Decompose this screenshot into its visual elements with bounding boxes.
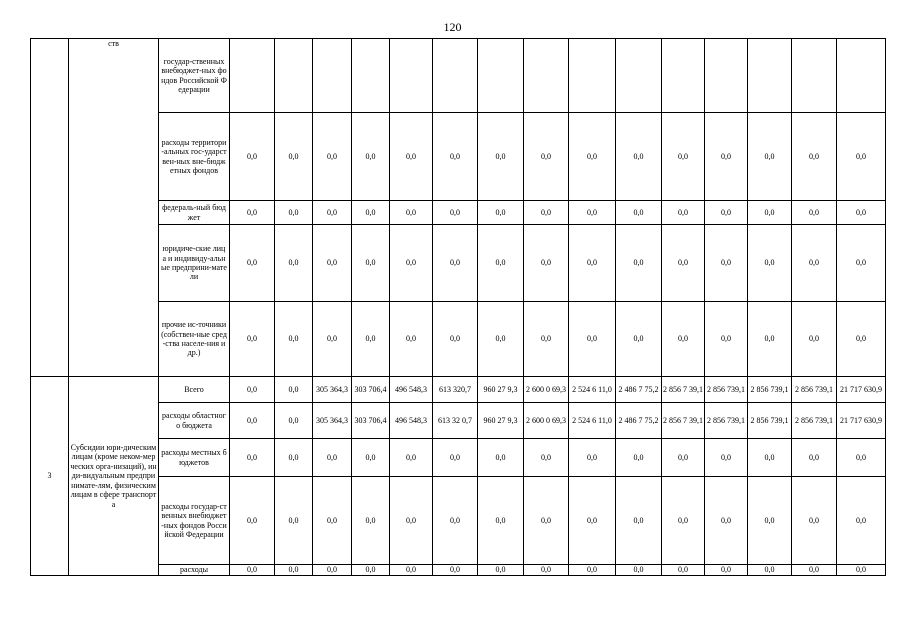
value-cell: 0,0 [837,439,886,477]
value-cell [524,39,569,113]
value-cell: 0,0 [478,113,524,201]
value-cell [275,39,313,113]
value-cell: 0,0 [313,439,352,477]
value-cell: 0,0 [569,439,616,477]
value-cell: 0,0 [275,439,313,477]
value-cell: 0,0 [569,477,616,565]
value-cell: 0,0 [748,439,792,477]
value-cell: 2 856 7 39,1 [662,403,705,439]
value-cell: 0,0 [313,477,352,565]
value-cell: 0,0 [524,225,569,302]
value-cell: 613 32 0,7 [433,403,478,439]
value-cell: 0,0 [390,201,433,225]
source-cell: федераль-ный бюджет [159,201,230,225]
value-cell: 613 320,7 [433,377,478,403]
value-cell [478,39,524,113]
value-cell: 0,0 [748,113,792,201]
value-cell [792,39,837,113]
value-cell: 21 717 630,9 [837,403,886,439]
value-cell: 0,0 [569,302,616,377]
value-cell: 0,0 [524,439,569,477]
value-cell: 303 706,4 [352,377,390,403]
value-cell: 305 364,3 [313,377,352,403]
value-cell [433,39,478,113]
value-cell [352,39,390,113]
value-cell: 0,0 [478,477,524,565]
value-cell: 0,0 [313,201,352,225]
value-cell: 0,0 [230,477,275,565]
value-cell: 2 856 739,1 [748,403,792,439]
value-cell: 0,0 [478,302,524,377]
value-cell: 0,0 [352,302,390,377]
value-cell: 0,0 [569,201,616,225]
value-cell: 0,0 [792,113,837,201]
source-cell: Всего [159,377,230,403]
value-cell: 0,0 [748,477,792,565]
value-cell: 0,0 [390,477,433,565]
value-cell: 2 486 7 75,2 [616,403,662,439]
value-cell: 0,0 [569,225,616,302]
value-cell: 0,0 [275,113,313,201]
value-cell: 0,0 [275,302,313,377]
value-cell: 0,0 [230,225,275,302]
value-cell: 0,0 [662,439,705,477]
value-cell: 0,0 [524,201,569,225]
value-cell: 2 856 7 39,1 [662,377,705,403]
value-cell: 0,0 [837,565,886,576]
value-cell: 0,0 [230,403,275,439]
value-cell: 0,0 [230,565,275,576]
value-cell: 0,0 [275,565,313,576]
source-cell: расходы местных бюджетов [159,439,230,477]
value-cell: 0,0 [230,302,275,377]
value-cell [230,39,275,113]
value-cell: 0,0 [705,113,748,201]
value-cell: 0,0 [433,201,478,225]
table-row [31,39,886,113]
value-cell: 0,0 [705,565,748,576]
value-cell: 0,0 [352,113,390,201]
value-cell: 0,0 [616,565,662,576]
value-cell: 0,0 [792,477,837,565]
value-cell: 0,0 [837,225,886,302]
value-cell: 0,0 [433,113,478,201]
value-cell [837,39,886,113]
value-cell: 0,0 [792,225,837,302]
table-row [31,477,886,565]
value-cell: 0,0 [792,201,837,225]
value-cell: 0,0 [478,225,524,302]
value-cell: 0,0 [230,377,275,403]
value-cell: 0,0 [662,201,705,225]
section-name: Субсидии юри-дическим лицам (кроме неком-мерческих орга-низаций), инди-видуальным предпринимате-лям, физическим лицам в сфере транспорта [69,377,159,576]
value-cell: 0,0 [433,565,478,576]
value-cell: 0,0 [792,439,837,477]
value-cell: 0,0 [524,565,569,576]
value-cell: 0,0 [569,113,616,201]
value-cell: 0,0 [230,201,275,225]
value-cell: 0,0 [390,565,433,576]
source-cell: расходы областного бюджета [159,403,230,439]
table-row [31,439,886,477]
value-cell: 0,0 [313,302,352,377]
value-cell [390,39,433,113]
index-cell-prev [31,39,69,377]
value-cell: 2 524 6 11,0 [569,377,616,403]
value-cell: 0,0 [433,439,478,477]
value-cell: 2 856 739,1 [705,403,748,439]
value-cell: 0,0 [275,377,313,403]
value-cell: 0,0 [662,113,705,201]
name-cell-prev: ств [69,39,159,377]
value-cell: 2 856 739,1 [748,377,792,403]
value-cell [748,39,792,113]
value-cell: 0,0 [230,113,275,201]
value-cell: 0,0 [478,201,524,225]
value-cell: 0,0 [616,225,662,302]
value-cell [569,39,616,113]
page-number: 120 [443,20,462,34]
value-cell [313,39,352,113]
value-cell: 0,0 [837,302,886,377]
value-cell: 0,0 [748,302,792,377]
value-cell: 0,0 [792,565,837,576]
table-row [31,302,886,377]
source-cell: расходы [159,565,230,576]
value-cell: 0,0 [230,439,275,477]
value-cell: 0,0 [616,113,662,201]
value-cell: 0,0 [313,565,352,576]
source-cell: юридиче-ские лица и индивиду-альные предприни-матели [159,225,230,302]
value-cell: 0,0 [524,113,569,201]
section-index: 3 [31,377,69,576]
table-row [31,565,886,576]
value-cell: 0,0 [705,477,748,565]
value-cell: 0,0 [352,565,390,576]
source-cell: прочие ис-точники (собствен-ные сред-ства населе-ния и др.) [159,302,230,377]
value-cell: 303 706,4 [352,403,390,439]
value-cell: 0,0 [478,565,524,576]
value-cell: 2 600 0 69,3 [524,403,569,439]
value-cell: 2 856 739,1 [792,403,837,439]
value-cell: 0,0 [275,201,313,225]
value-cell: 0,0 [837,113,886,201]
value-cell: 0,0 [748,565,792,576]
value-cell [662,39,705,113]
value-cell: 2 486 7 75,2 [616,377,662,403]
value-cell: 0,0 [352,225,390,302]
value-cell: 305 364,3 [313,403,352,439]
budget-table [30,38,886,576]
value-cell: 2 600 0 69,3 [524,377,569,403]
value-cell: 0,0 [662,565,705,576]
source-cell: расходы государ-ственных внебюджет-ных фондов Российской Федерации [159,477,230,565]
value-cell: 0,0 [569,565,616,576]
value-cell: 0,0 [352,201,390,225]
value-cell: 0,0 [792,302,837,377]
value-cell: 496 548,3 [390,377,433,403]
value-cell: 0,0 [837,201,886,225]
value-cell: 21 717 630,9 [837,377,886,403]
source-cell: государ-ственных внебюджет-ных фондов Российской Федерации [159,39,230,113]
source-cell: расходы территори-альных гос-ударствен-ных вне-бюджетных фондов [159,113,230,201]
value-cell: 960 27 9,3 [478,377,524,403]
value-cell: 0,0 [616,439,662,477]
table-row [31,201,886,225]
value-cell: 0,0 [705,439,748,477]
table-row [31,113,886,201]
value-cell: 0,0 [616,201,662,225]
value-cell: 0,0 [837,477,886,565]
table-row [31,403,886,439]
value-cell [616,39,662,113]
value-cell: 0,0 [478,439,524,477]
value-cell: 0,0 [748,201,792,225]
value-cell: 496 548,3 [390,403,433,439]
value-cell: 0,0 [616,302,662,377]
value-cell: 0,0 [524,477,569,565]
value-cell: 0,0 [275,225,313,302]
value-cell: 0,0 [662,477,705,565]
value-cell: 0,0 [390,113,433,201]
value-cell: 0,0 [390,439,433,477]
value-cell: 0,0 [748,225,792,302]
value-cell: 0,0 [275,403,313,439]
value-cell: 0,0 [662,225,705,302]
value-cell: 0,0 [352,477,390,565]
value-cell: 2 856 739,1 [792,377,837,403]
value-cell: 0,0 [433,302,478,377]
value-cell: 2 856 739,1 [705,377,748,403]
value-cell: 0,0 [616,477,662,565]
value-cell: 0,0 [433,225,478,302]
value-cell: 0,0 [275,477,313,565]
value-cell [705,39,748,113]
value-cell: 0,0 [390,302,433,377]
table-row [31,225,886,302]
value-cell: 0,0 [705,225,748,302]
value-cell: 0,0 [390,225,433,302]
value-cell: 0,0 [705,302,748,377]
value-cell: 0,0 [662,302,705,377]
value-cell: 960 27 9,3 [478,403,524,439]
value-cell: 0,0 [705,201,748,225]
value-cell: 0,0 [313,225,352,302]
value-cell: 2 524 6 11,0 [569,403,616,439]
value-cell: 0,0 [352,439,390,477]
value-cell: 0,0 [313,113,352,201]
value-cell: 0,0 [433,477,478,565]
table-row [31,377,886,403]
value-cell: 0,0 [524,302,569,377]
